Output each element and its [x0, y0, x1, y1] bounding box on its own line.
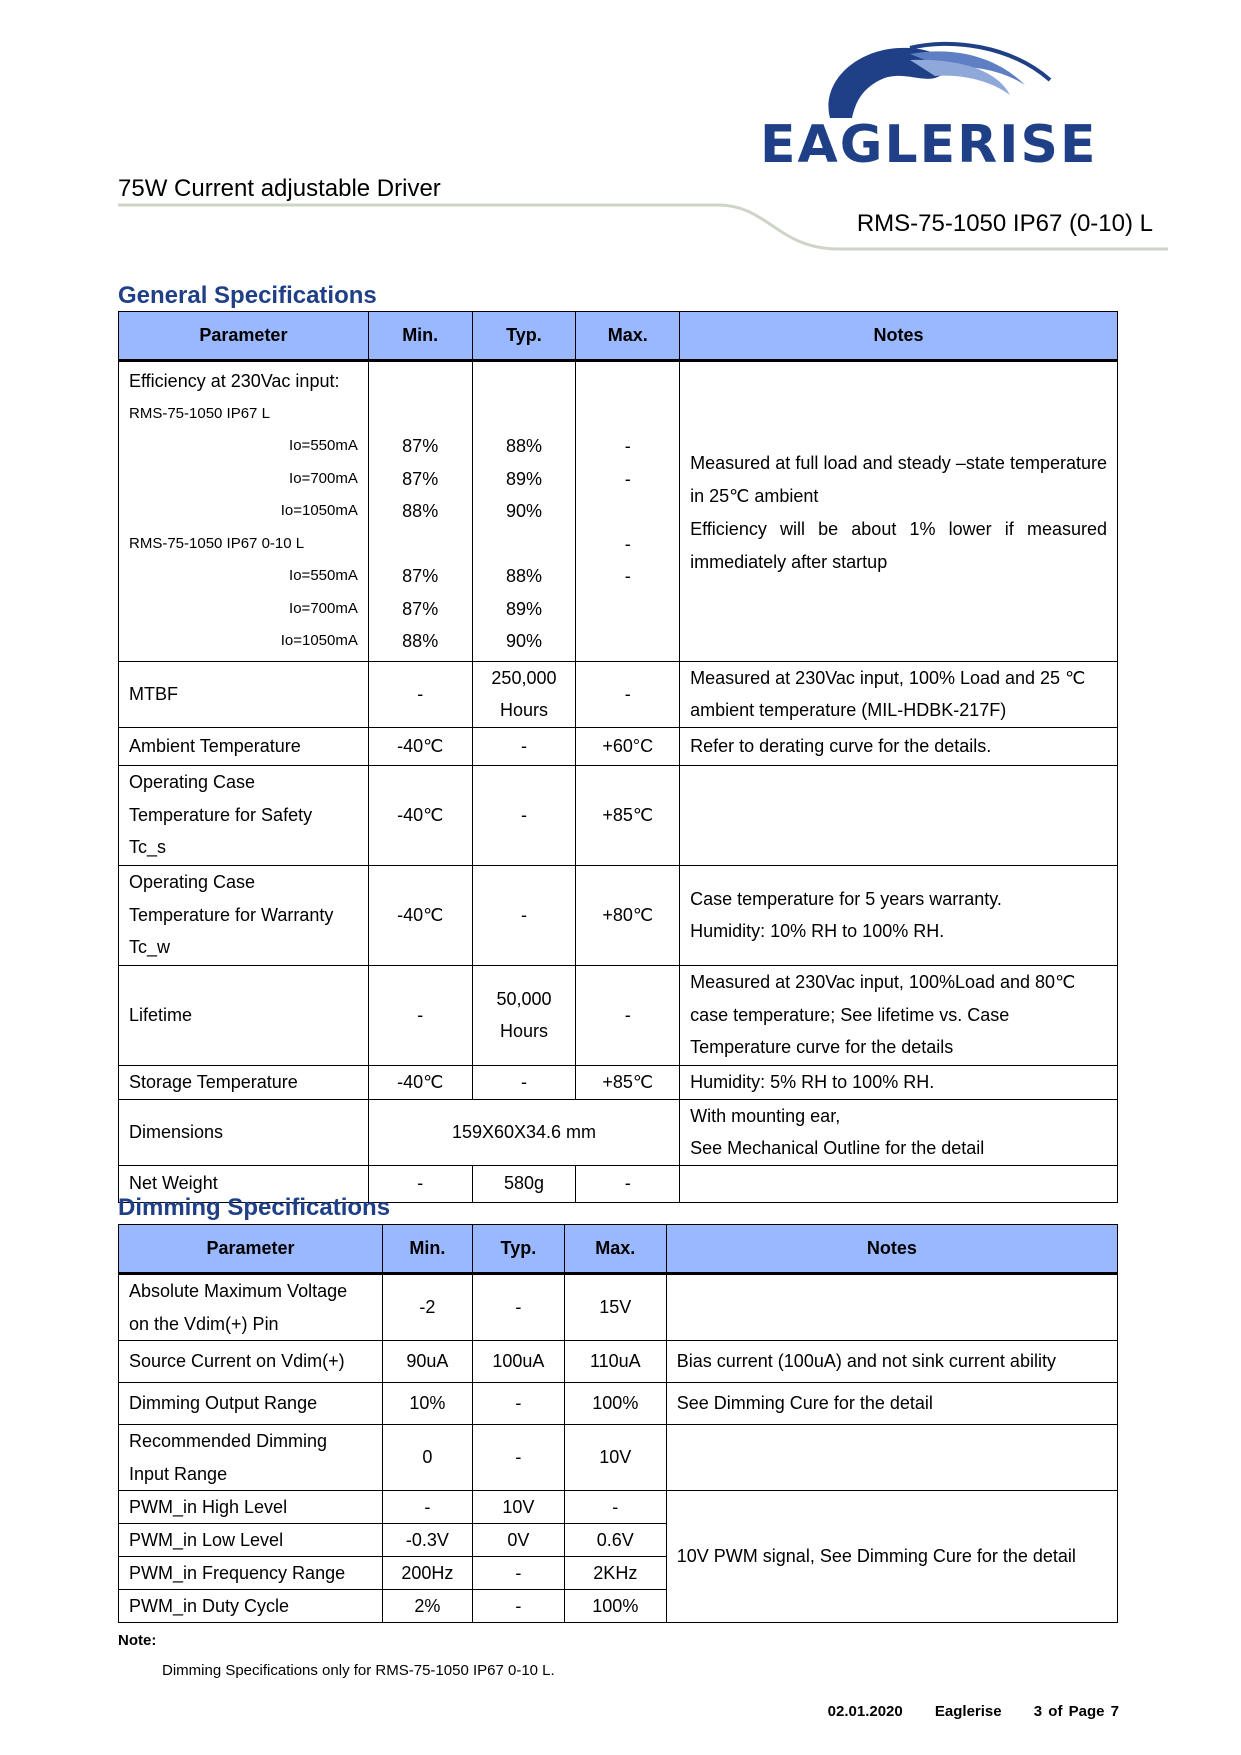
col-header-parameter: Parameter: [119, 312, 369, 361]
cell-notes: [666, 1274, 1117, 1341]
cell-min: -: [368, 661, 472, 727]
cell-param: Temperature for Warranty: [129, 904, 334, 925]
cell-max: -: [564, 1491, 666, 1524]
cell-min: -: [368, 1165, 472, 1202]
footer-company: Eaglerise: [934, 1703, 1002, 1720]
cell-param: Ambient Temperature: [119, 727, 369, 765]
cell-typ: 90%: [505, 631, 542, 651]
cell-typ: -: [472, 1425, 564, 1491]
cell-typ: 90%: [505, 501, 542, 521]
cell-max: 10V: [564, 1425, 666, 1491]
io-label: Io=550mA: [289, 437, 358, 454]
table-row: [119, 1099, 1118, 1165]
cell-min: -40℃: [368, 1065, 472, 1099]
cell-notes: case temperature; See lifetime vs. Case: [690, 1004, 1010, 1025]
cell-notes: Humidity: 5% RH to 100% RH.: [680, 1065, 1118, 1099]
efficiency-model1: RMS-75-1050 IP67 L: [129, 404, 270, 422]
table-row: [119, 765, 1118, 865]
cell-param: Operating Case: [129, 772, 256, 793]
cell-notes: Case temperature for 5 years warranty.: [690, 888, 1002, 909]
footer-date: 02.01.2020: [827, 1703, 903, 1720]
efficiency-notes-2: Efficiency will be about 1% lower if measured immediately after startup: [690, 519, 1107, 572]
cell-param: Absolute Maximum Voltage: [129, 1281, 348, 1301]
cell-min: 0: [382, 1425, 472, 1491]
cell-param: Dimming Output Range: [119, 1383, 383, 1425]
io-label: Io=700mA: [289, 599, 358, 617]
cell-notes: See Dimming Cure for the detail: [666, 1383, 1117, 1425]
cell-typ: -: [472, 1383, 564, 1425]
cell-max: 100%: [564, 1383, 666, 1425]
cell-typ: -: [472, 1557, 564, 1590]
cell-notes: Refer to derating curve for the details.: [680, 727, 1118, 765]
cell-notes: Measured at 230Vac input, 100%Load and 80℃: [690, 972, 1076, 993]
cell-param: MTBF: [119, 661, 369, 727]
cell-min: -40℃: [368, 727, 472, 765]
general-spec-title: General Specifications: [118, 282, 377, 309]
table-row: [119, 1491, 1118, 1524]
cell-min: -: [368, 965, 472, 1065]
cell-max: +85℃: [576, 765, 680, 865]
cell-param: PWM_in High Level: [119, 1491, 383, 1524]
table-row: [119, 661, 1118, 727]
table-row: [119, 865, 1118, 965]
cell-param: PWM_in Frequency Range: [119, 1557, 383, 1590]
footer-page: 3 of Page 7: [1033, 1703, 1119, 1720]
cell-notes: ambient temperature (MIL-HDBK-217F): [690, 700, 1007, 720]
cell-max: 0.6V: [564, 1524, 666, 1557]
col-header-max: Max.: [564, 1225, 666, 1274]
cell-param: Storage Temperature: [119, 1065, 369, 1099]
cell-param: Recommended Dimming: [129, 1431, 328, 1451]
cell-min: -: [382, 1491, 472, 1524]
cell-max: -: [624, 436, 631, 456]
cell-typ: 250,000: [491, 667, 557, 688]
document-title: 75W Current adjustable Driver: [118, 175, 441, 202]
cell-max: +85℃: [576, 1065, 680, 1099]
table-row: [119, 1425, 1118, 1491]
cell-max: [586, 495, 669, 528]
cell-param: Tc_w: [129, 937, 171, 958]
cell-min: 90uA: [382, 1341, 472, 1383]
cell-param: Dimensions: [119, 1099, 369, 1165]
efficiency-label: Efficiency at 230Vac input:: [129, 371, 340, 391]
cell-min: -0.3V: [382, 1524, 472, 1557]
col-header-notes: Notes: [680, 312, 1118, 361]
cell-typ: 50,000: [496, 988, 552, 1009]
cell-max: -: [576, 661, 680, 727]
cell-typ: 88%: [505, 436, 542, 456]
cell-notes: With mounting ear,: [690, 1105, 841, 1126]
cell-typ: -: [472, 727, 576, 765]
cell-param: PWM_in Duty Cycle: [119, 1590, 383, 1623]
cell-param: Input Range: [129, 1463, 228, 1484]
cell-max: -: [624, 566, 631, 586]
cell-typ: -: [472, 1065, 576, 1099]
cell-typ: -: [472, 865, 576, 965]
cell-notes: Bias current (100uA) and not sink current ability: [666, 1341, 1117, 1383]
table-header-row: [119, 1225, 1118, 1274]
cell-notes: [680, 1165, 1118, 1202]
cell-notes: [666, 1425, 1117, 1491]
col-header-notes: Notes: [666, 1225, 1117, 1274]
cell-min: -2: [382, 1274, 472, 1341]
cell-param: Operating Case: [129, 872, 256, 893]
table-row: [119, 1065, 1118, 1099]
note-text: Dimming Specifications only for RMS-75-1050 IP67 0-10 L.: [162, 1662, 555, 1679]
cell-typ: 580g: [472, 1165, 576, 1202]
cell-min: 10%: [382, 1383, 472, 1425]
cell-typ: -: [472, 1590, 564, 1623]
cell-min: 87%: [402, 566, 439, 586]
cell-typ: 89%: [505, 598, 542, 619]
cell-param: Temperature for Safety: [129, 804, 313, 825]
cell-max: [586, 625, 669, 658]
dimming-spec-title: Dimming Specifications: [118, 1194, 391, 1221]
cell-max: +60°C: [576, 727, 680, 765]
cell-notes: Measured at 230Vac input, 100% Load and 25 ℃: [690, 667, 1086, 688]
brand-logo: [760, 40, 1100, 175]
cell-min: -40℃: [368, 765, 472, 865]
efficiency-notes-1: Measured at full load and steady –state temperature in 25℃ ambient: [690, 453, 1107, 506]
cell-typ: -: [472, 1274, 564, 1341]
cell-max: -: [624, 533, 631, 554]
cell-typ-unit: Hours: [499, 1021, 548, 1041]
io-label: Io=1050mA: [280, 502, 358, 519]
cell-typ: 88%: [505, 566, 542, 586]
brand-name: EAGLERISE: [760, 115, 1098, 175]
cell-max: -: [576, 1165, 680, 1202]
cell-max: -: [624, 468, 631, 489]
eagle-icon: [760, 40, 1100, 120]
cell-min: 200Hz: [382, 1557, 472, 1590]
cell-notes: See Mechanical Outline for the detail: [690, 1138, 985, 1158]
efficiency-model2: RMS-75-1050 IP67 0-10 L: [129, 534, 305, 552]
cell-notes: Humidity: 10% RH to 100% RH.: [690, 921, 945, 941]
cell-min: -40℃: [368, 865, 472, 965]
table-row: [119, 965, 1118, 1065]
table-row: [119, 1274, 1118, 1341]
table-row: [119, 361, 1118, 662]
cell-notes: [680, 765, 1118, 865]
io-label: Io=1050mA: [280, 632, 358, 649]
table-header-row: [119, 312, 1118, 361]
cell-param: on the Vdim(+) Pin: [129, 1313, 279, 1334]
cell-param: PWM_in Low Level: [119, 1524, 383, 1557]
col-header-min: Min.: [368, 312, 472, 361]
cell-typ: -: [472, 765, 576, 865]
table-row: [119, 1341, 1118, 1383]
cell-notes: Temperature curve for the details: [690, 1037, 954, 1058]
cell-typ: 0V: [472, 1524, 564, 1557]
cell-param: Source Current on Vdim(+): [119, 1341, 383, 1383]
cell-max: 100%: [564, 1590, 666, 1623]
col-header-parameter: Parameter: [119, 1225, 383, 1274]
cell-min: 2%: [382, 1590, 472, 1623]
cell-min: 88%: [402, 631, 439, 651]
cell-param: Tc_s: [129, 837, 167, 858]
col-header-typ: Typ.: [472, 1225, 564, 1274]
table-row: [119, 1383, 1118, 1425]
cell-typ: 10V: [472, 1491, 564, 1524]
cell-min: 88%: [402, 501, 439, 521]
cell-typ-unit: Hours: [499, 700, 548, 720]
cell-max: 15V: [564, 1274, 666, 1341]
col-header-typ: Typ.: [472, 312, 576, 361]
cell-min: 87%: [402, 598, 439, 619]
cell-max: -: [576, 965, 680, 1065]
cell-max: 2KHz: [564, 1557, 666, 1590]
table-row: [119, 727, 1118, 765]
cell-min: 87%: [402, 468, 439, 489]
cell-min: 87%: [402, 436, 439, 456]
cell-param: Net Weight: [119, 1165, 369, 1202]
cell-max: 110uA: [564, 1341, 666, 1383]
cell-typ: 100uA: [472, 1341, 564, 1383]
dimming-spec-table: [118, 1224, 1118, 1623]
io-label: Io=700mA: [289, 469, 358, 487]
cell-dimensions: 159X60X34.6 mm: [368, 1099, 679, 1165]
model-number: RMS-75-1050 IP67 (0-10) L: [856, 210, 1153, 237]
io-label: Io=550mA: [289, 567, 358, 584]
cell-max: [586, 593, 669, 626]
col-header-min: Min.: [382, 1225, 472, 1274]
note-label: Note:: [118, 1632, 157, 1649]
general-spec-table: [118, 311, 1118, 1203]
cell-notes: 10V PWM signal, See Dimming Cure for the detail: [666, 1491, 1117, 1623]
cell-max: +80℃: [576, 865, 680, 965]
col-header-max: Max.: [576, 312, 680, 361]
cell-typ: 89%: [505, 468, 542, 489]
page-footer: [802, 1703, 1119, 1720]
cell-param: Lifetime: [119, 965, 369, 1065]
